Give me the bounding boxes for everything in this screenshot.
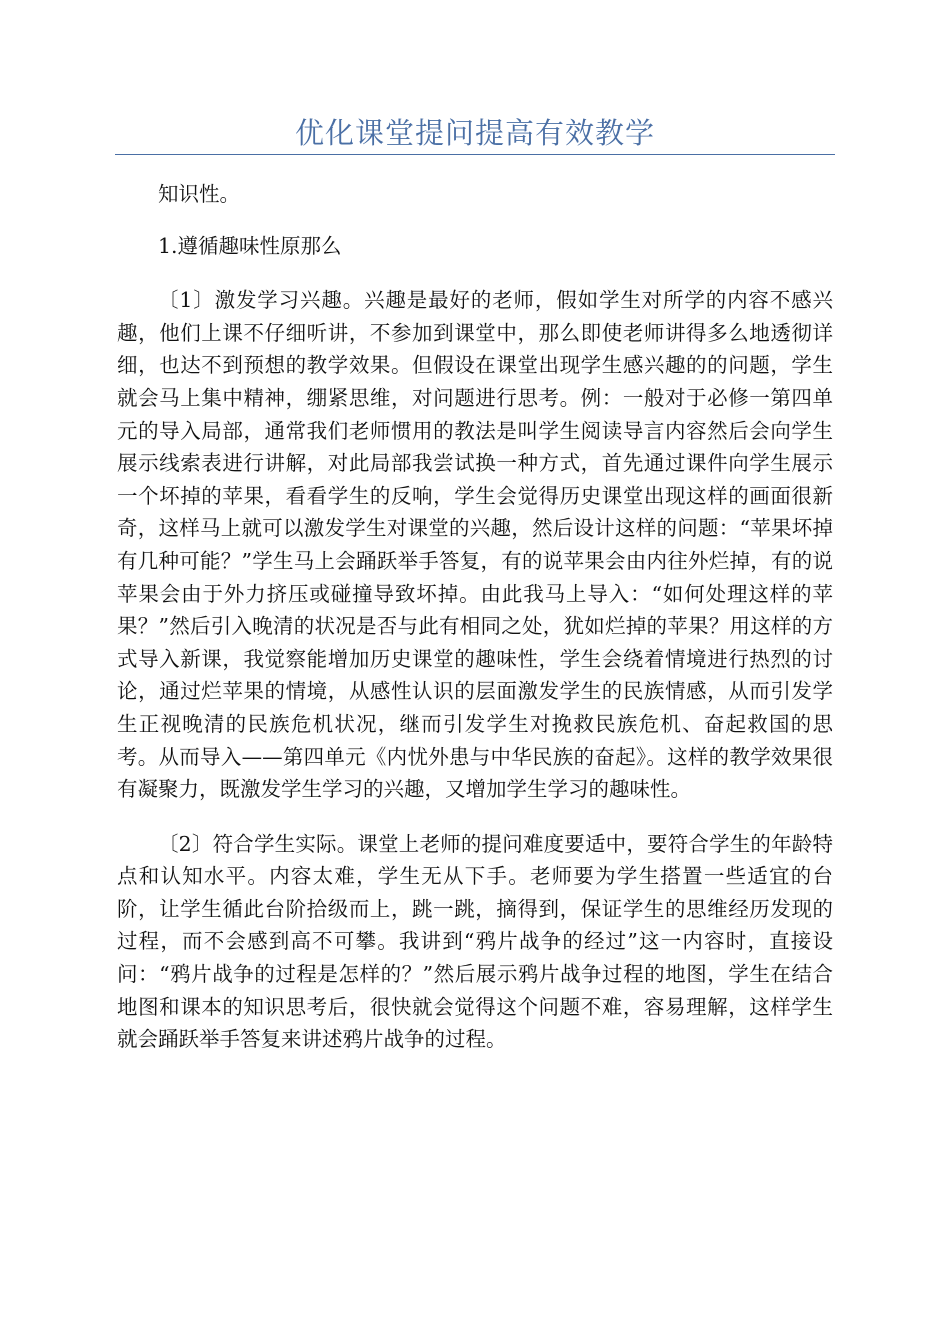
document-title: 优化课堂提问提高有效教学 xyxy=(294,116,655,150)
paragraph-student-reality: 〔2〕符合学生实际。课堂上老师的提问难度要适中，要符合学生的年龄特点和认知水平。内容太难，学生无从下手。老师要为学生搭置一些适宜的台阶，让学生循此台阶拾级而上，跳一跳，摘得到，保证学生的思维经历发现的过程，而不会感到高不可攀。我讲到“鸦片战争的经过”这一内容时，直接设问：“鸦片战争的过程是怎样的？”然后展示鸦片战争过程的地图，学生在结合地图和课本的知识思考后，很快就会觉得这个问题不难，容易理解，这样学生就会踊跃举手答复来讲述鸦片战争的过程。 xyxy=(117,831,833,1052)
document-body xyxy=(117,178,833,1056)
title-underline xyxy=(115,154,835,155)
paragraph-intro: 知识性。 xyxy=(158,182,240,206)
paragraph-interest: 〔1〕激发学习兴趣。兴趣是最好的老师，假如学生对所学的内容不感兴趣，他们上课不仔细听讲，不参加到课堂中，那么即使老师讲得多么地透彻详细，也达不到预想的教学效果。但假设在课堂出现学生感兴趣的的问题，学生就会马上集中精神，绷紧思维，对问题进行思考。例：一般对于必修一第四单元的导入局部，通常我们老师惯用的教法是叫学生阅读导言内容然后会向学生展示线索表进行讲解，对此局部我尝试换一种方式，首先通过课件向学生展示一个坏掉的苹果，看看学生的反响，学生会觉得历史课堂出现这样的画面很新奇，这样马上就可以激发学生对课堂的兴趣，然后设计这样的问题：“苹果坏掉有几种可能？”学生马上会踊跃举手答复，有的说苹果会由内往外烂掉，有的说苹果会由于外力挤压或碰撞导致坏掉。由此我马上导入：“如何处理这样的苹果？”然后引入晚清的状况是否与此有相同之处，犹如烂掉的苹果？用这样的方式导入新课，我觉察能增加历史课堂的趣味性，学生会绕着情境进行热烈的讨论，通过烂苹果的情境，从感性认识的层面激发学生的民族情感，从而引发学生正视晚清的民族危机状况，继而引发学生对挽救民族危机、奋起救国的思考。从而导入——第四单元《内忧外患与中华民族的奋起》。这样的教学效果很有凝聚力，既激发学生学习的兴趣，又增加学生学习的趣味性。 xyxy=(117,288,833,802)
section-heading: 1.遵循趣味性原那么 xyxy=(158,233,342,258)
